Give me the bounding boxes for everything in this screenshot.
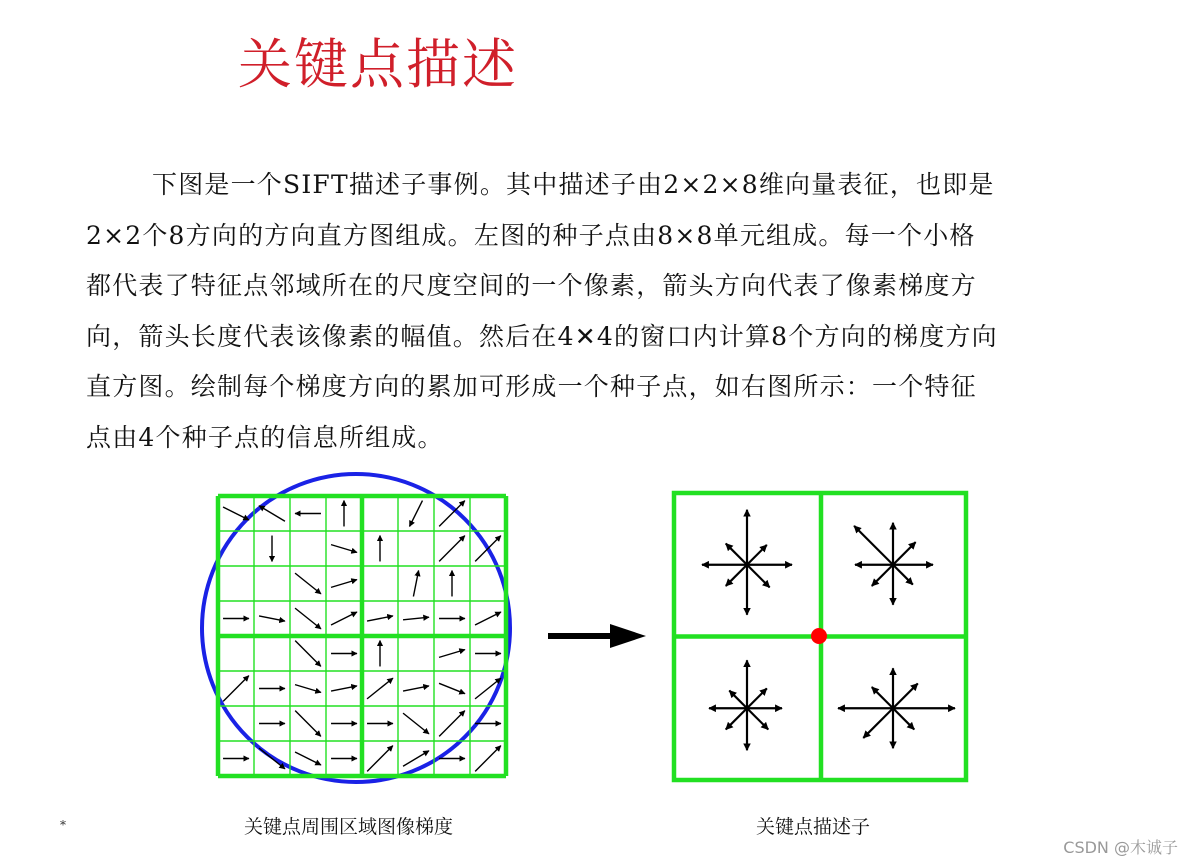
gradient-arrow (367, 678, 393, 699)
gradient-arrow (259, 506, 285, 522)
gradient-arrow (295, 711, 321, 737)
orientation-arrow (863, 708, 893, 738)
orientation-arrow (854, 526, 893, 565)
paragraph-line: 向，箭头长度代表该像素的幅值。然后在4✕4的窗口内计算8个方向的梯度方向 (86, 321, 998, 351)
orientation-arrow (893, 684, 918, 709)
gradient-arrow (295, 608, 321, 629)
gradient-arrow (413, 571, 418, 597)
orientation-arrow (893, 708, 914, 729)
descriptor-diagram (674, 493, 966, 780)
gradient-arrow (295, 752, 321, 765)
orientation-arrow (747, 565, 770, 588)
gradient-arrow (295, 685, 321, 693)
paragraph-line: 下图是一个SIFT描述子事例。其中描述子由2×2×8维向量表征，也即是 (152, 170, 995, 199)
gradient-arrow (259, 616, 285, 621)
gradient-arrow (295, 573, 321, 594)
gradient-arrow (331, 580, 357, 588)
orientation-arrow (726, 708, 747, 729)
paragraph-line: 直方图。绘制每个梯度方向的累加可形成一个种子点，如右图所示：一个特征 (86, 372, 977, 401)
orientation-arrow (729, 691, 747, 709)
gradient-arrow (439, 650, 465, 658)
gradient-arrow (475, 536, 501, 562)
gradient-arrow (367, 746, 393, 772)
orientation-arrow (893, 565, 913, 585)
gradient-arrow (223, 676, 249, 702)
gradient-arrow (331, 545, 357, 553)
gradient-arrow (475, 746, 501, 772)
gradient-arrow (259, 748, 285, 769)
right-caption: 关键点描述子 (756, 816, 871, 838)
orientation-arrow (872, 565, 893, 586)
keypoint-marker (811, 628, 827, 644)
orientation-arrow (747, 708, 768, 729)
orientation-arrow (726, 544, 747, 565)
gradient-arrow (367, 616, 393, 621)
paragraph-line: 点由4个种子点的信息所组成。 (86, 422, 444, 452)
orientation-arrow (747, 545, 767, 565)
gradient-arrow (295, 641, 321, 667)
gradient-arrow (439, 536, 465, 562)
gradient-arrow (475, 612, 501, 625)
gradient-arrow (439, 711, 465, 737)
gradient-arrow (410, 501, 423, 527)
gradient-arrow (223, 507, 249, 520)
gradient-arrow (331, 686, 357, 691)
paragraph-line: 都代表了特征点邻域所在的尺度空间的一个像素，箭头方向代表了像素梯度方 (86, 271, 977, 300)
orientation-arrow (747, 688, 767, 708)
gradient-arrow (403, 686, 429, 691)
orientation-arrow (726, 565, 747, 586)
slide-title: 关键点描述 (238, 33, 518, 96)
left-caption: 关键点周围区域图像梯度 (244, 816, 454, 838)
csdn-watermark: CSDN @木诚子 (1063, 838, 1178, 857)
gradient-arrow (439, 683, 465, 693)
orientation-arrow (893, 542, 916, 565)
footnote-mark: * (60, 818, 66, 832)
transform-arrow (548, 624, 646, 648)
gradient-arrow (331, 612, 357, 625)
gradient-grid-diagram (202, 474, 510, 782)
orientation-arrow (872, 687, 893, 708)
paragraph-line: 2×2个8方向的方向直方图组成。左图的种子点由8×8单元组成。每一个小格 (86, 220, 976, 250)
descriptor-histogram-arrows (702, 510, 955, 751)
gradient-arrow (403, 713, 429, 734)
gradient-arrow (403, 617, 429, 620)
